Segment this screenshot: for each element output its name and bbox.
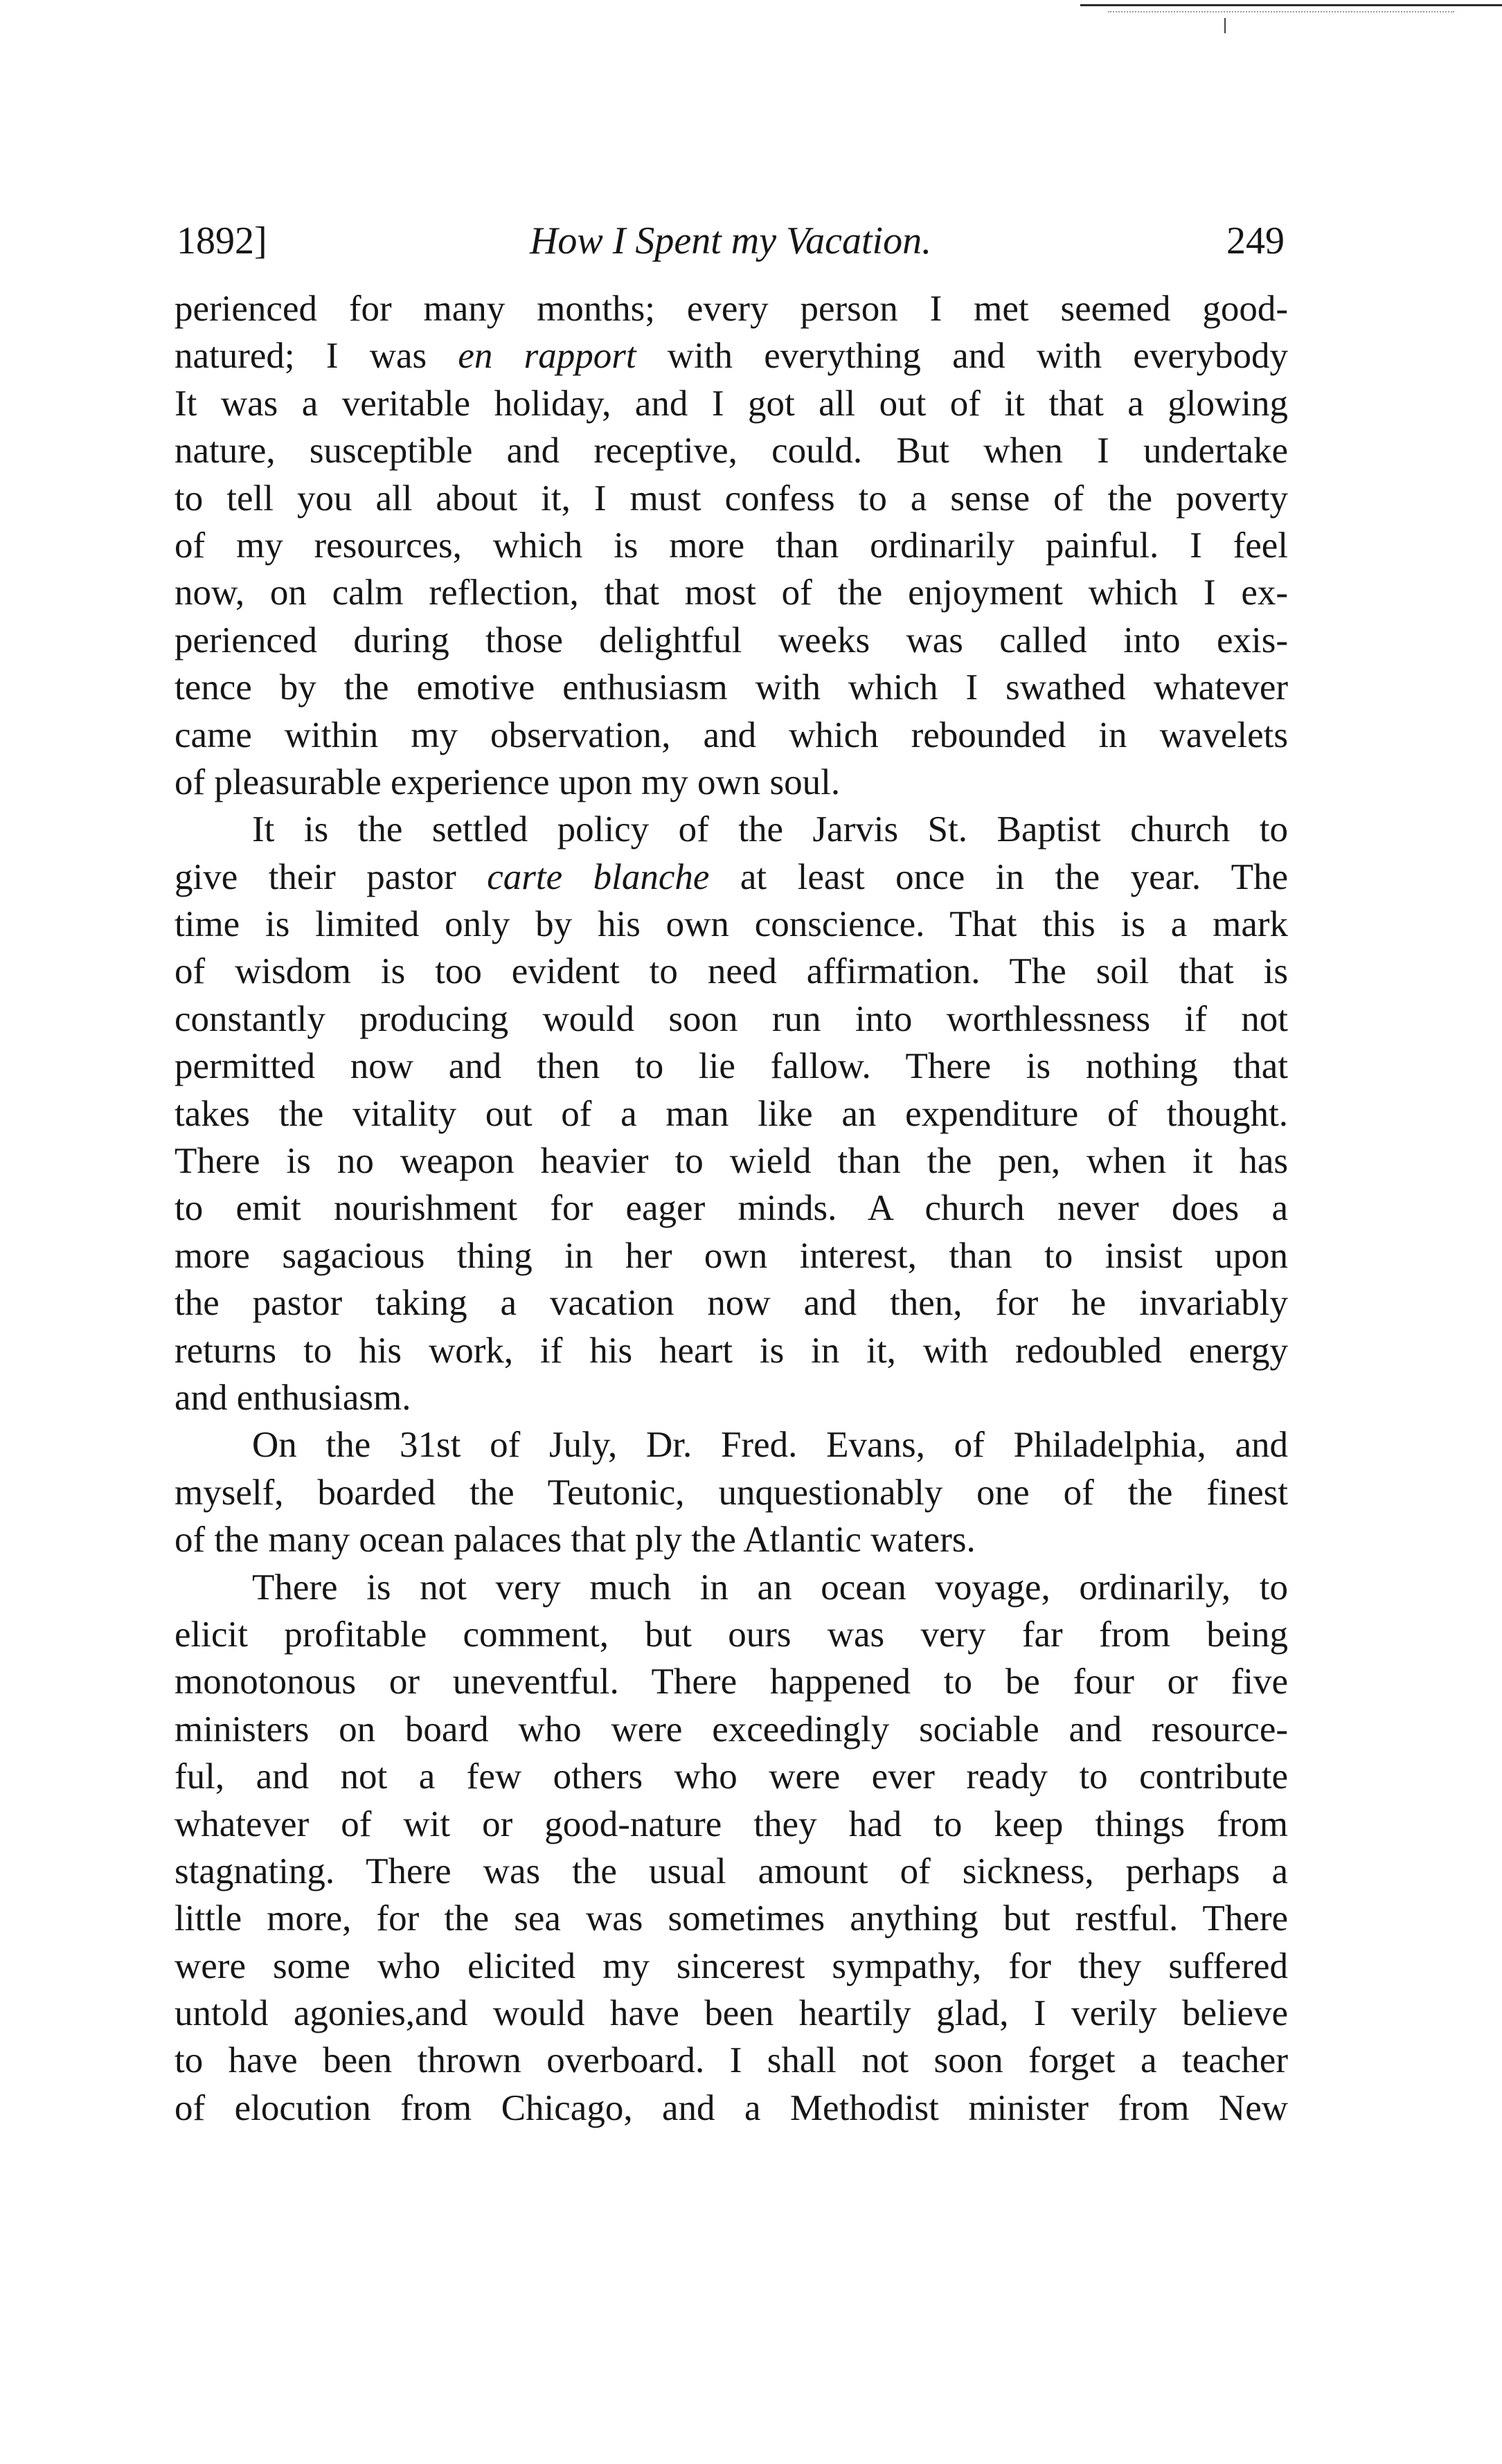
text-line-content: time is limited only by his own conscience. That this is a mark <box>175 904 1288 945</box>
text-line-content: of pleasurable experience upon my own soul. <box>175 762 841 802</box>
text-line <box>175 1895 1288 1942</box>
text-line-content: natured; I was <box>175 336 458 377</box>
page-number: 249 <box>1226 219 1285 262</box>
text-line-content: to have been thrown overboard. I shall not soon forget a teacher <box>175 2040 1288 2081</box>
text-line-content: nature, susceptible and receptive, could. But when I undertake <box>175 431 1288 471</box>
text-line-content: of the many ocean palaces that ply the Atlantic waters. <box>175 1520 976 1561</box>
top-edge-rule <box>1080 4 1502 6</box>
text-line-content: permitted now and then to lie fallow. There is nothing that <box>175 1046 1288 1087</box>
text-line <box>175 1421 1288 1468</box>
text-line <box>175 948 1288 995</box>
text-line-content: takes the vitality out of a man like an expenditure of thought. <box>175 1093 1288 1134</box>
text-line-content: of elocution from Chicago, and a Methodist minister from New <box>175 2087 1288 2128</box>
text-line-content: There is not very much in an ocean voyage, ordinarily, to <box>252 1567 1288 1608</box>
text-line-content: There is no weapon heavier to wield than the pen, when it has <box>175 1141 1288 1182</box>
text-line-content: now, on calm reflection, that most of the enjoyment which I ex- <box>175 573 1288 613</box>
text-line <box>175 1990 1288 2037</box>
text-line-content: came within my observation, and which rebounded in wavelets <box>175 714 1288 755</box>
text-line-content: stagnating. There was the usual amount of sickness, perhaps a <box>175 1851 1288 1891</box>
italic-phrase: en rapport <box>458 336 636 377</box>
text-line-content: were some who elicited my sincerest sympathy, for they suffered <box>175 1945 1288 1986</box>
text-line-content: tence by the emotive enthusiasm with which I swathed whatever <box>175 667 1288 708</box>
text-line-content: give their pastor <box>175 856 488 897</box>
text-line <box>175 806 1288 853</box>
top-edge-dotted-rule <box>1108 11 1454 12</box>
text-line-content: little more, for the sea was sometimes anything but restful. There <box>175 1898 1288 1939</box>
text-line <box>175 475 1288 522</box>
text-line-content: untold agonies,and would have been heartily glad, I verily believe <box>175 1993 1288 2034</box>
text-line <box>175 664 1288 711</box>
text-line <box>175 2037 1288 2084</box>
text-line <box>175 569 1288 616</box>
text-line <box>175 1232 1288 1279</box>
text-line-content: more sagacious thing in her own interest, than to insist upon <box>175 1235 1288 1276</box>
text-line <box>175 427 1288 474</box>
corner-tick-mark <box>1224 18 1226 33</box>
text-line-continuation: with everything and with everybody <box>636 336 1288 377</box>
running-head-year: 1892] <box>177 219 267 262</box>
text-line-content: It is the settled policy of the Jarvis St. Baptist church to <box>252 809 1288 850</box>
text-line-content: constantly producing would soon run into worthlessness if not <box>175 998 1288 1039</box>
text-line-content: It was a veritable holiday, and I got all out of it that a glowing <box>175 383 1288 424</box>
text-line <box>175 1090 1288 1137</box>
text-line <box>175 1801 1288 1848</box>
text-line <box>175 996 1288 1043</box>
text-line-continuation: at least once in the year. The <box>709 856 1289 897</box>
text-line <box>175 1943 1288 1990</box>
text-line-content: elicit profitable comment, but ours was very far from being <box>175 1614 1288 1655</box>
text-line <box>175 1753 1288 1800</box>
text-line-content: perienced for many months; every person I met seemed good- <box>175 289 1288 329</box>
text-line <box>175 901 1288 948</box>
text-line <box>175 617 1288 664</box>
text-line <box>175 1848 1288 1895</box>
text-line <box>175 332 1288 379</box>
text-line <box>175 1043 1288 1090</box>
text-line <box>175 1185 1288 1232</box>
text-line <box>175 1658 1288 1705</box>
running-head-title: How I Spent my Vacation. <box>529 219 932 262</box>
text-line <box>175 1327 1288 1374</box>
text-line-content: perienced during those delightful weeks was called into exis- <box>175 620 1288 660</box>
text-line <box>175 854 1288 901</box>
italic-phrase: carte blanche <box>487 856 710 897</box>
text-line-content: ful, and not a few others who were ever ready to contribute <box>175 1756 1288 1797</box>
text-line <box>175 712 1288 759</box>
text-line <box>175 1469 1288 1516</box>
text-line-content: monotonous or uneventful. There happened to be four or five <box>175 1662 1288 1702</box>
text-line <box>175 1279 1288 1327</box>
text-line-content: whatever of wit or good-nature they had to keep things from <box>175 1804 1288 1844</box>
running-head <box>177 213 1285 269</box>
text-line <box>175 1706 1288 1753</box>
text-line-content: of wisdom is too evident to need affirmation. The soil that is <box>175 951 1288 992</box>
text-line <box>175 1374 1288 1421</box>
text-line-content: On the 31st of July, Dr. Fred. Evans, of Philadelphia, and <box>252 1425 1288 1466</box>
text-line-content: to emit nourishment for eager minds. A church never does a <box>175 1188 1288 1229</box>
text-line-content: of my resources, which is more than ordinarily painful. I feel <box>175 525 1288 566</box>
text-line-content: myself, boarded the Teutonic, unquestionably one of the finest <box>175 1472 1288 1513</box>
text-line <box>175 1516 1288 1563</box>
text-line-content: and enthusiasm. <box>175 1377 411 1418</box>
text-line-content: to tell you all about it, I must confess to a sense of the poverty <box>175 478 1288 519</box>
text-line-content: the pastor taking a vacation now and then, for he invariably <box>175 1283 1288 1324</box>
text-line <box>175 1137 1288 1185</box>
text-line <box>175 2085 1288 2132</box>
text-line <box>175 522 1288 569</box>
text-line <box>175 1611 1288 1658</box>
text-line <box>175 759 1288 806</box>
text-line-content: ministers on board who were exceedingly sociable and resource- <box>175 1709 1288 1750</box>
text-line <box>175 1564 1288 1611</box>
text-line-content: returns to his work, if his heart is in it, with redoubled energy <box>175 1330 1288 1371</box>
text-line <box>175 285 1288 332</box>
text-line <box>175 380 1288 427</box>
body-text <box>175 285 1288 2132</box>
